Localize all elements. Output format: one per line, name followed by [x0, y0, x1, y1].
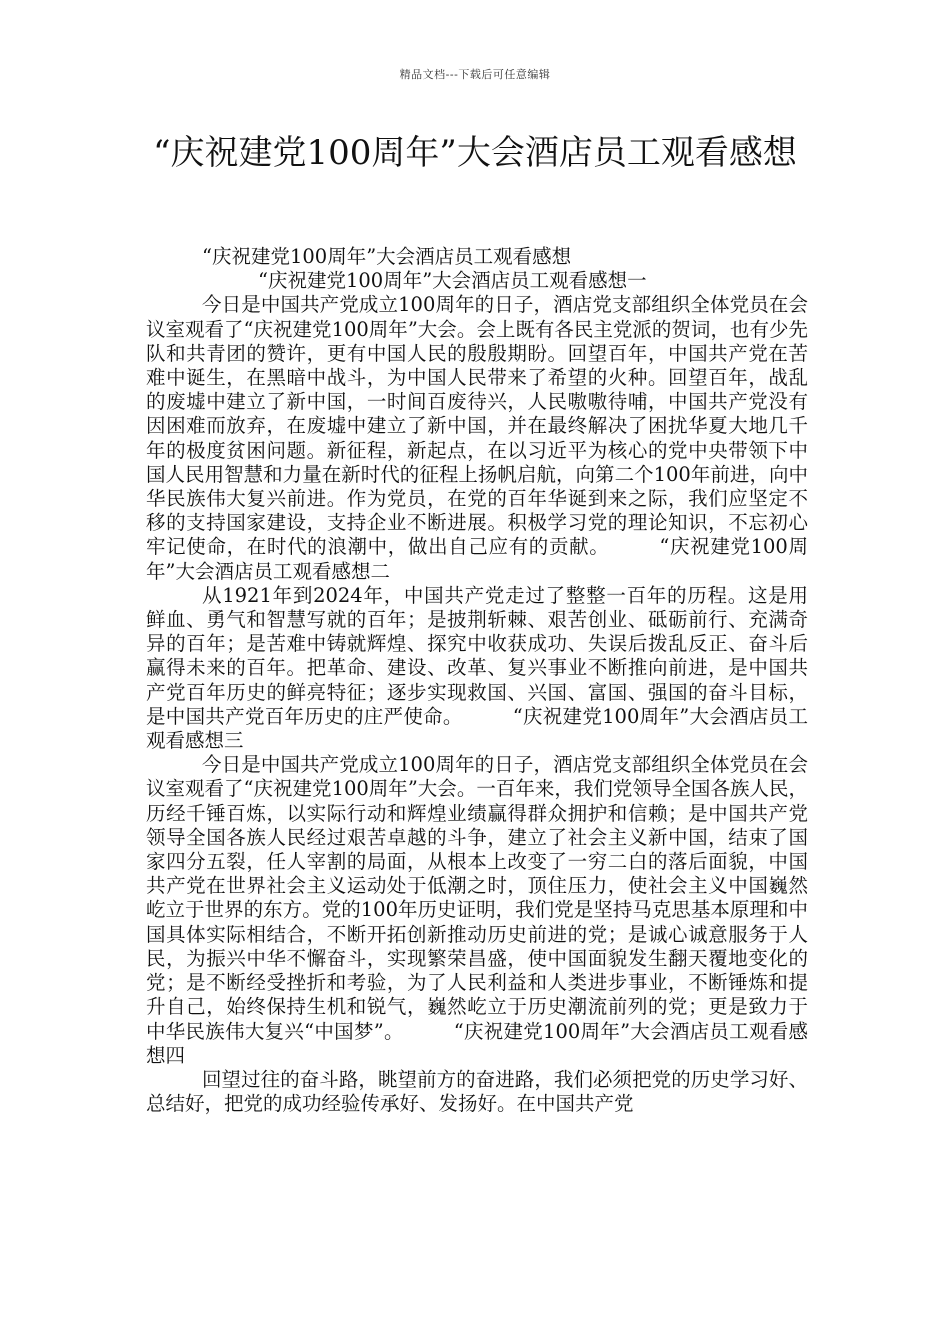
section-4-paragraph	[146, 1068, 808, 1116]
header-note: 精品文档---下载后可任意编辑	[399, 68, 551, 81]
section-3-paragraph	[146, 753, 808, 1068]
document-subtitle: “庆祝建党100周年”大会酒店员工观看感想	[202, 245, 572, 268]
section-1-heading: “庆祝建党100周年”大会酒店员工观看感想一	[258, 269, 647, 293]
section-2-text: 从1921年到2024年，中国共产党走过了整整一百年的历程。这是用鲜血、勇气和智慧写就的百年；是披荆斩棘、艰苦创业、砥砺前行、充满奇异的百年；是苦难中铸就辉煌、探究中收获成功、失误后拨乱反正、奋斗后赢得未来的百年。把革命、建设、改革、复兴事业不断推向前进，是中国共产党百年历史的鲜亮特征；逐步实现救国、兴国、富国、强国的奋斗目标，是中国共产党百年历史的庄严使命。	[146, 583, 808, 728]
document-body	[146, 245, 808, 1116]
section-3-heading: “庆祝建党100周年”大会酒店员工观看感想三	[146, 704, 808, 753]
section-3-text: 今日是中国共产党成立100周年的日子，酒店党支部组织全体党员在会议室观看了“庆祝建党100周年”大会。一百年来，我们党领导全国各族人民，历经千锤百炼，以实际行动和辉煌业绩赢得群众拥护和信赖；是中国共产党领导全国各族人民经过艰苦卓越的斗争，建立了社会主义新中国，结束了国家四分五裂，任人宰割的局面，从根本上改变了一穷二白的落后面貌，中国共产党在世界社会主义运动处于低潮之时，顶住压力，使社会主义中国巍然屹立于世界的东方。党的100年历史证明，我们党是坚持马克思基本原理和中国具体实际相结合，不断开拓创新推动历史前进的党；是诚心诚意服务于人民，为振兴中华不懈奋斗，实现繁荣昌盛，使中国面貌发生翻天覆地变化的党；是不断经受挫折和考验，为了人民利益和人类进步事业，不断锤炼和提升自己，始终保持生机和锐气，巍然屹立于历史潮流前列的党；更是致力于中华民族伟大复兴“中国梦”。	[146, 753, 808, 1043]
section-1-paragraph	[146, 293, 808, 583]
document-title: “庆祝建党100周年”大会酒店员工观看感想	[153, 133, 797, 173]
section-1-text: 今日是中国共产党成立100周年的日子，酒店党支部组织全体党员在会议室观看了“庆祝建党100周年”大会。会上既有各民主党派的贺词，也有少先队和共青团的赞许，更有中国人民的殷殷期盼。回望百年，中国共产党在苦难中诞生，在黑暗中战斗，为中国人民带来了希望的火种。回望百年，战乱的废墟中建立了新中国，一时间百废待兴，人民嗷嗷待哺，中国共产党没有因困难而放弃，在废墟中建立了新中国，并在最终解决了困扰华夏大地几千年的极度贫困问题。新征程，新起点，在以习近平为核心的党中央带领下中国人民用智慧和力量在新时代的征程上扬帆启航，向第二个100年前进，向中华民族伟大复兴前进。作为党员，在党的百年华诞到来之际，我们应坚定不移的支持国家建设，支持企业不断进展。积极学习党的理论知识，不忘初心牢记使命，在时代的浪潮中，做出自己应有的贡献。	[146, 293, 808, 559]
section-2-paragraph	[146, 584, 808, 753]
section-4-text: 回望过往的奋斗路，眺望前方的奋进路，我们必须把党的历史学习好、总结好，把党的成功经验传承好、发扬好。在中国共产党	[146, 1067, 808, 1116]
section-2-heading: “庆祝建党100周年”大会酒店员工观看感想二	[146, 535, 808, 583]
section-4-heading: “庆祝建党100周年”大会酒店员工观看感想四	[146, 1019, 808, 1067]
